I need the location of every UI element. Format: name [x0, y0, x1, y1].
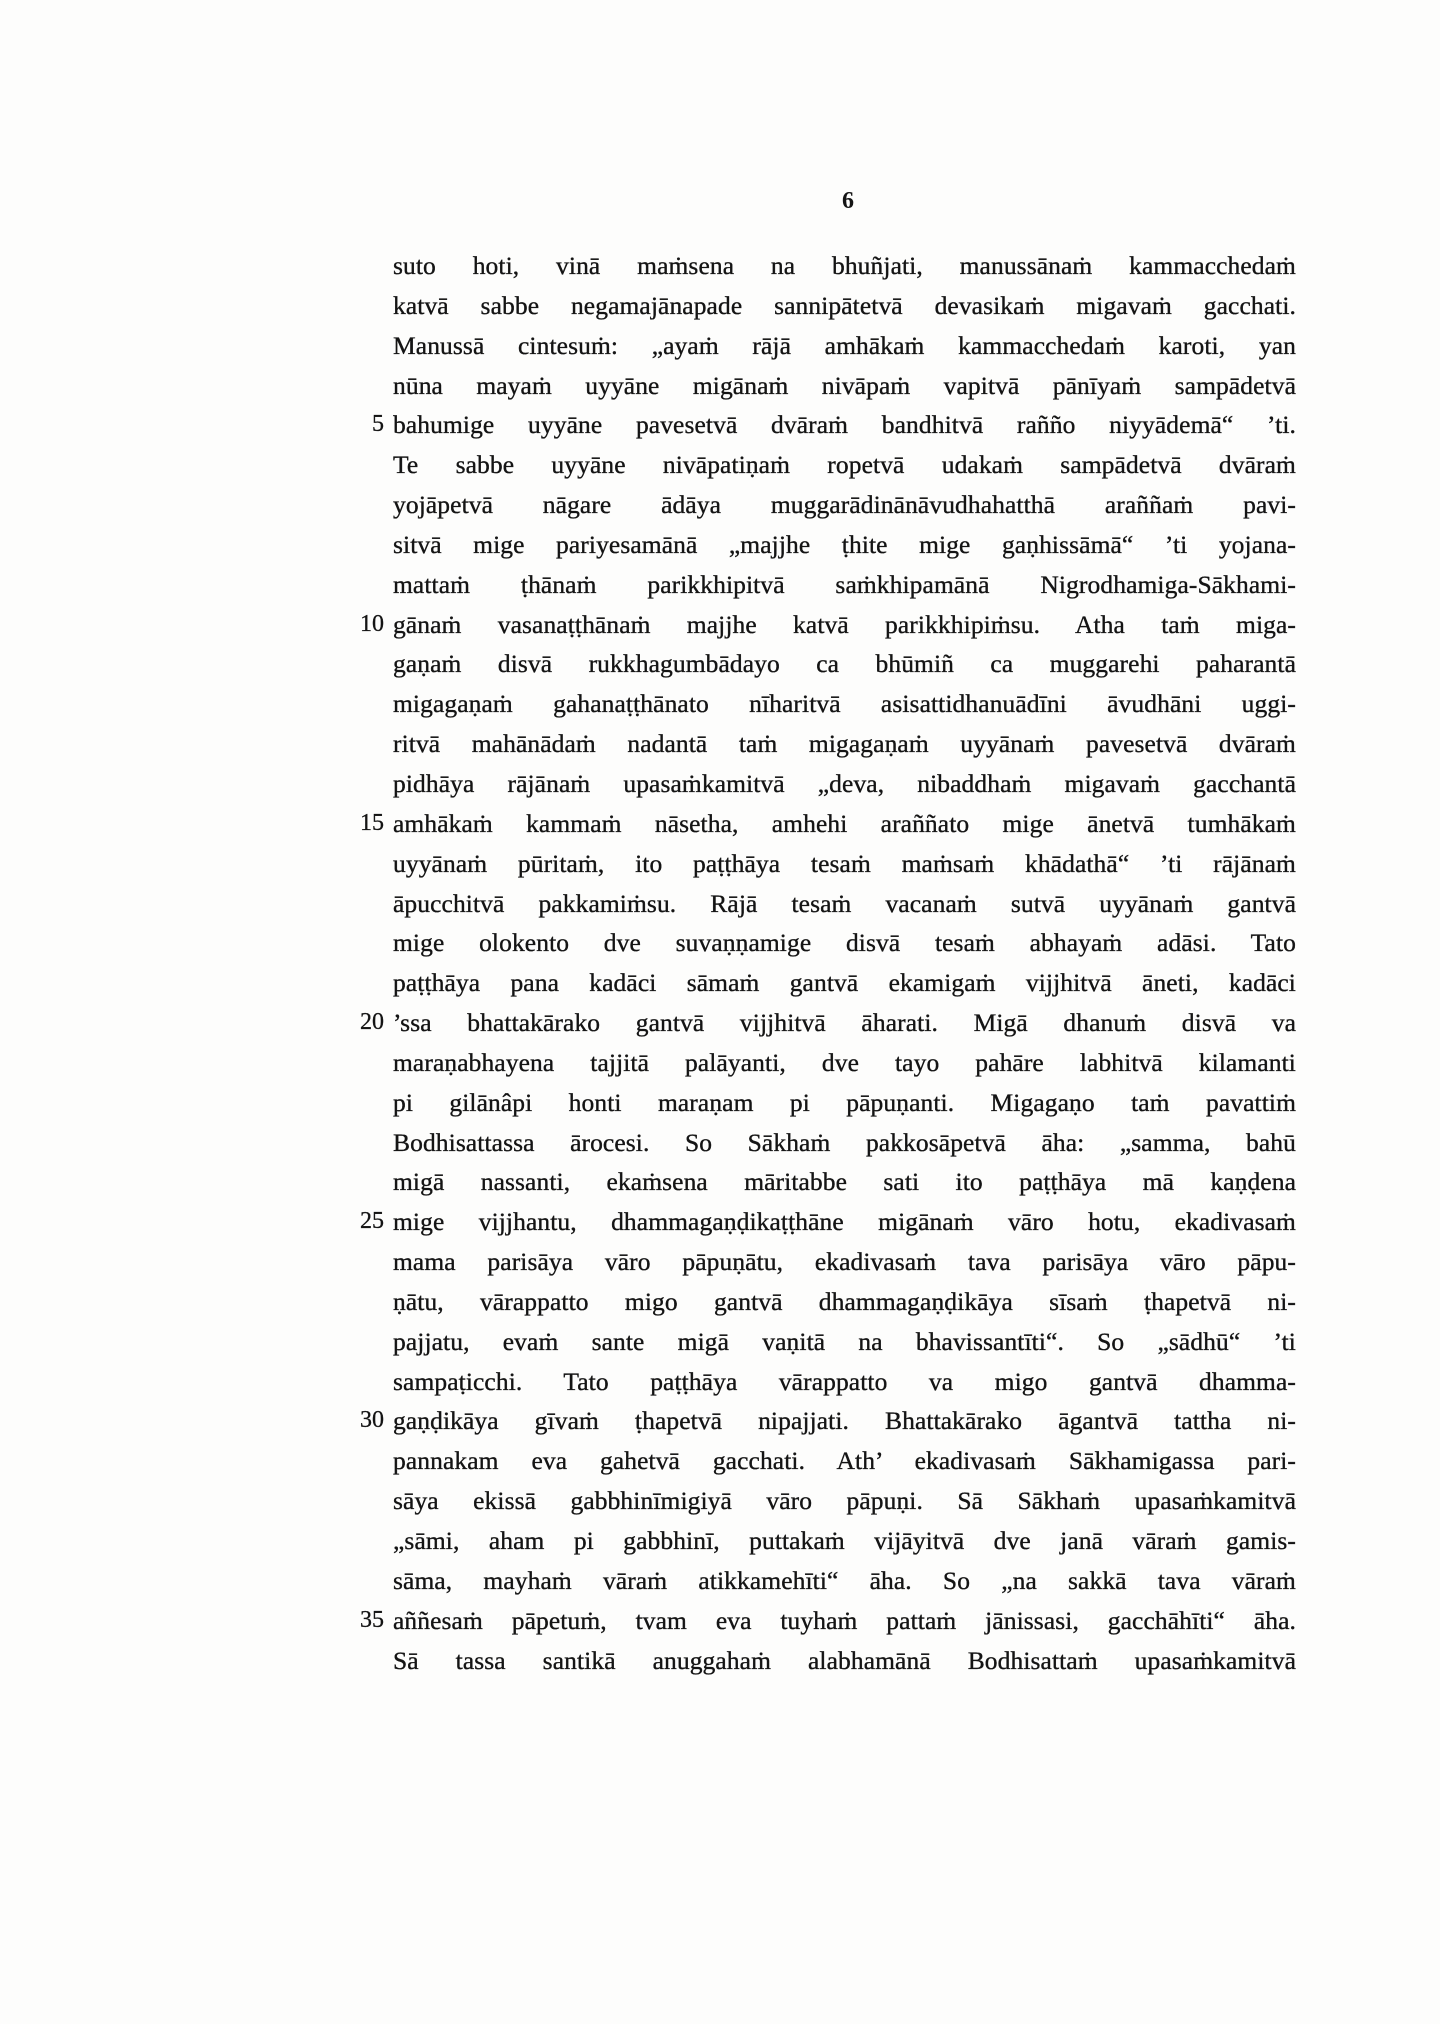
- text-line: [360, 1202, 1296, 1242]
- text-line: [393, 1282, 1296, 1322]
- line-text: Manussā cintesuṁ: „ayaṁ rājā amhākaṁ kammacchedaṁ karoti, yan: [393, 330, 1296, 360]
- line-number: 10: [360, 610, 384, 637]
- text-line: [393, 246, 1296, 286]
- line-text: mama parisāya vāro pāpuṇātu, ekadivasaṁ tava parisāya vāro pāpu-: [393, 1247, 1296, 1277]
- line-text: migā nassanti, ekaṁsena māritabbe sati ito paṭṭhāya mā kaṇḍena: [393, 1167, 1296, 1197]
- line-text: katvā sabbe negamajānapade sannipātetvā devasikaṁ migavaṁ gacchati.: [393, 290, 1296, 320]
- line-number: 25: [360, 1208, 384, 1235]
- text-line: [393, 366, 1296, 406]
- text-line: [393, 1441, 1296, 1481]
- line-number: 30: [360, 1407, 384, 1434]
- text-line: [360, 804, 1296, 844]
- text-line: [393, 1083, 1296, 1123]
- line-number: 15: [360, 809, 384, 836]
- line-text: mige vijjhantu, dhammagaṇḍikaṭṭhāne migānaṁ vāro hotu, ekadivasaṁ: [393, 1207, 1296, 1237]
- text-line: [393, 485, 1296, 525]
- text-line: [360, 1601, 1296, 1641]
- text-line: [360, 1401, 1296, 1441]
- line-text: gānaṁ vasanaṭṭhānaṁ majjhe katvā parikkhipiṁsu. Atha taṁ miga-: [393, 609, 1296, 639]
- line-text: ṇātu, vārappatto migo gantvā dhammagaṇḍikāya sīsaṁ ṭhapetvā ni-: [393, 1286, 1296, 1316]
- text-line: [393, 923, 1296, 963]
- line-text: Sā tassa santikā anuggahaṁ alabhamānā Bodhisattaṁ upasaṁkamitvā: [393, 1645, 1296, 1675]
- text-line: [393, 525, 1296, 565]
- text-line: [393, 445, 1296, 485]
- text-line: [393, 644, 1296, 684]
- line-text: sāya ekissā gabbhinīmigiyā vāro pāpuṇi. Sā Sākhaṁ upasaṁkamitvā: [393, 1486, 1296, 1516]
- line-text: mige olokento dve suvaṇṇamige disvā tesaṁ abhayaṁ adāsi. Tato: [393, 928, 1296, 958]
- text-line: [393, 1362, 1296, 1402]
- text-line: [393, 326, 1296, 366]
- line-text: pannakam eva gahetvā gacchati. Ath’ ekadivasaṁ Sākhamigassa pari-: [393, 1446, 1296, 1476]
- line-text: nūna mayaṁ uyyāne migānaṁ nivāpaṁ vapitvā pānīyaṁ sampādetvā: [393, 370, 1296, 400]
- text-line: [393, 1123, 1296, 1163]
- text-line: [393, 764, 1296, 804]
- text-line: [393, 884, 1296, 924]
- line-text: sitvā mige pariyesamānā „majjhe ṭhite mige gaṇhissāmā“ ’ti yojana-: [393, 529, 1296, 559]
- text-line: [393, 844, 1296, 884]
- line-text: ritvā mahānādaṁ nadantā taṁ migagaṇaṁ uyyānaṁ pavesetvā dvāraṁ: [393, 729, 1296, 759]
- line-text: mattaṁ ṭhānaṁ parikkhipitvā saṁkhipamānā Nigrodhamiga-Sākhami-: [393, 569, 1296, 599]
- line-text: paṭṭhāya pana kadāci sāmaṁ gantvā ekamigaṁ vijjhitvā āneti, kadāci: [393, 968, 1296, 998]
- text-line: [393, 286, 1296, 326]
- line-text: suto hoti, vinā maṁsena na bhuñjati, manussānaṁ kammacchedaṁ: [393, 251, 1296, 280]
- line-text: ’ssa bhattakārako gantvā vijjhitvā āharati. Migā dhanuṁ disvā va: [393, 1008, 1296, 1038]
- line-text: pajjatu, evaṁ sante migā vaṇitā na bhavissantīti“. So „sādhū“ ’ti: [393, 1326, 1296, 1356]
- line-text: amhākaṁ kammaṁ nāsetha, amhehi araññato mige ānetvā tumhākaṁ: [393, 808, 1296, 838]
- line-number: 5: [372, 411, 384, 438]
- line-text: pidhāya rājānaṁ upasaṁkamitvā „deva, nibaddhaṁ migavaṁ gacchantā: [393, 768, 1296, 798]
- line-text: aññesaṁ pāpetuṁ, tvam eva tuyhaṁ pattaṁ jānissasi, gacchāhīti“ āha.: [393, 1605, 1296, 1635]
- text-line: [393, 1242, 1296, 1282]
- line-text: uyyānaṁ pūritaṁ, ito paṭṭhāya tesaṁ maṁsaṁ khādathā“ ’ti rājānaṁ: [393, 848, 1296, 878]
- line-number: 35: [360, 1606, 384, 1633]
- text-line: [393, 1162, 1296, 1202]
- line-text: yojāpetvā nāgare ādāya muggarādinānāvudhahatthā araññaṁ pavi-: [393, 490, 1296, 520]
- text-line: [393, 1481, 1296, 1521]
- text-line: [393, 565, 1296, 605]
- line-text: sampaṭicchi. Tato paṭṭhāya vārappatto va migo gantvā dhamma-: [393, 1366, 1296, 1396]
- line-text: sāma, mayhaṁ vāraṁ atikkamehīti“ āha. So „na sakkā tava vāraṁ: [393, 1565, 1296, 1595]
- text-line: [393, 1561, 1296, 1601]
- text-line: [393, 1521, 1296, 1561]
- line-number: 20: [360, 1009, 384, 1036]
- line-text: gaṇaṁ disvā rukkhagumbādayo ca bhūmiñ ca muggarehi paharantā: [393, 649, 1296, 679]
- text-body: [360, 246, 1296, 1680]
- text-line: [393, 1641, 1296, 1681]
- line-text: migagaṇaṁ gahanaṭṭhānato nīharitvā asisattidhanuādīni āvudhāni uggi-: [393, 689, 1296, 719]
- line-text: bahumige uyyāne pavesetvā dvāraṁ bandhitvā rañño niyyādemā“ ’ti.: [393, 410, 1296, 440]
- text-line: [393, 684, 1296, 724]
- text-line: [360, 605, 1296, 645]
- line-text: gaṇḍikāya gīvaṁ ṭhapetvā nipajjati. Bhattakārako āgantvā tattha ni-: [393, 1406, 1296, 1436]
- line-text: maraṇabhayena tajjitā palāyanti, dve tayo pahāre labhitvā kilamanti: [393, 1047, 1296, 1077]
- text-line: [372, 405, 1296, 445]
- text-line: [393, 1043, 1296, 1083]
- line-text: Te sabbe uyyāne nivāpatiṇaṁ ropetvā udakaṁ sampādetvā dvāraṁ: [393, 450, 1296, 480]
- text-line: [393, 724, 1296, 764]
- line-text: āpucchitvā pakkamiṁsu. Rājā tesaṁ vacanaṁ sutvā uyyānaṁ gantvā: [393, 888, 1296, 918]
- text-line: [393, 963, 1296, 1003]
- text-line: [393, 1322, 1296, 1362]
- line-text: „sāmi, aham pi gabbhinī, puttakaṁ vijāyitvā dve janā vāraṁ gamis-: [393, 1526, 1296, 1555]
- page-number: 6: [842, 188, 854, 214]
- line-text: Bodhisattassa ārocesi. So Sākhaṁ pakkosāpetvā āha: „samma, bahū: [393, 1127, 1296, 1157]
- text-line: [360, 1003, 1296, 1043]
- line-text: pi gilānâpi honti maraṇam pi pāpuṇanti. Migagaṇo taṁ pavattiṁ: [393, 1087, 1296, 1117]
